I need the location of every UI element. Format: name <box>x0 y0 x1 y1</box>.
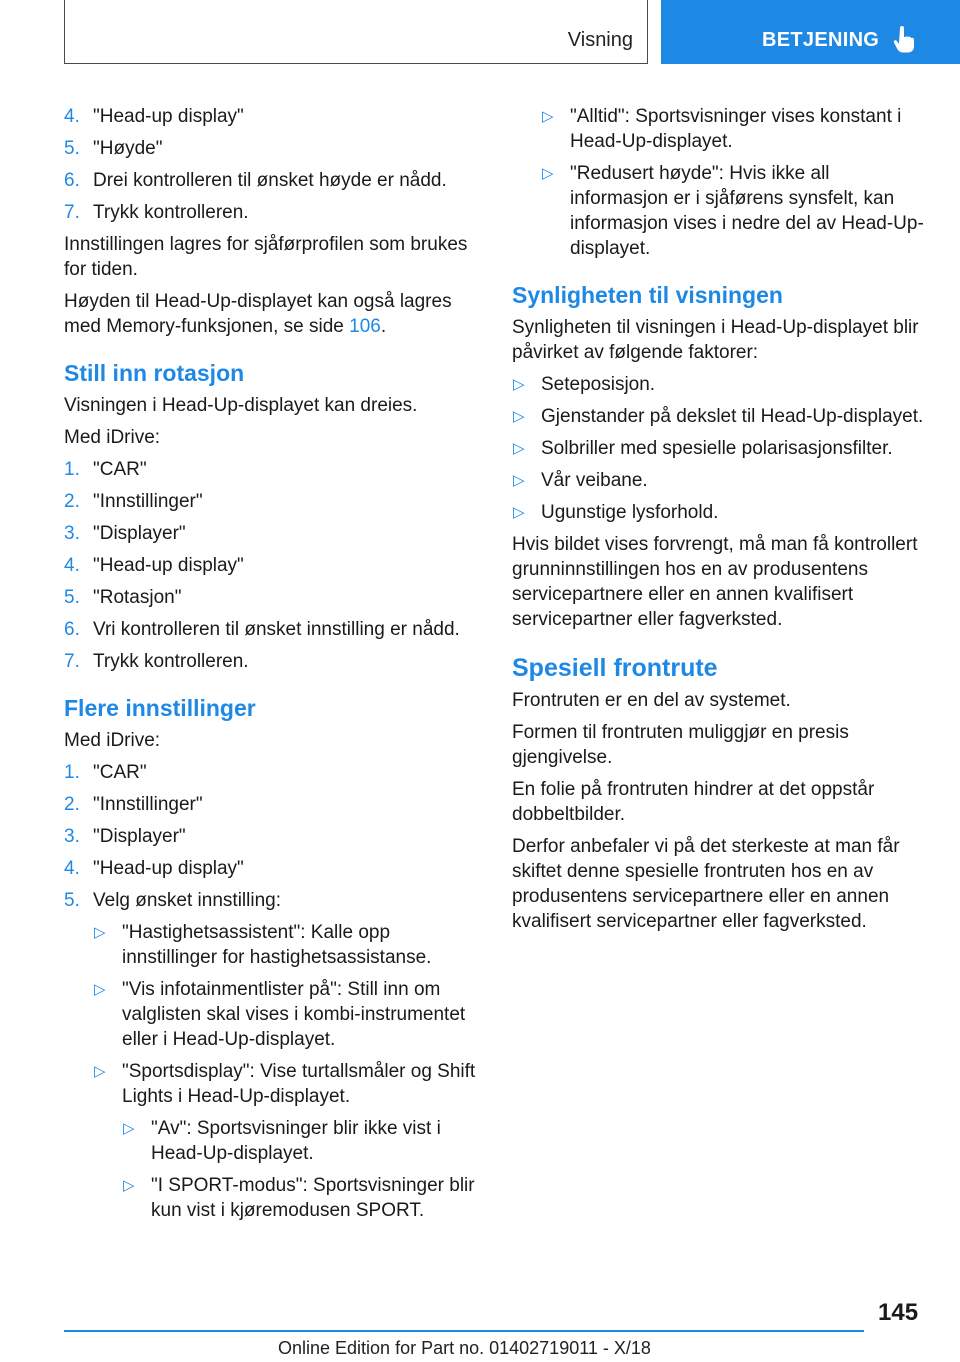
page-number: 145 <box>878 1299 919 1326</box>
sport-display-options <box>122 1116 480 1223</box>
bullet-item <box>122 1173 480 1223</box>
paragraph: Med iDrive: <box>64 730 161 751</box>
list-item <box>64 200 480 225</box>
visibility-factors-list <box>512 372 928 525</box>
list-item <box>64 457 480 482</box>
left-column <box>64 104 480 1230</box>
step-number: 1. <box>64 762 80 783</box>
rotation-steps-list <box>64 457 480 674</box>
bullet-item <box>93 920 480 970</box>
paragraph-memory <box>64 289 480 339</box>
step-text: "Head-up display" <box>93 106 244 127</box>
bullet-item <box>512 372 928 397</box>
header-chapter-tab <box>661 0 960 64</box>
section-title: Visning <box>567 29 633 51</box>
step-text: Drei kontrolleren til ønsket høyde er nådd. <box>93 170 447 191</box>
bullet-item <box>512 404 928 429</box>
heading-special-windshield: Spesiell frontrute <box>512 654 718 682</box>
bullet-text: "Hastighetsassistent": Kalle opp innstillinger for hastighetsassistanse. <box>122 922 432 968</box>
bullet-text: "Sportsdisplay": Vise turtallsmåler og Shift Lights i Head-Up-displayet. <box>122 1061 476 1107</box>
list-item <box>64 617 480 642</box>
bullet-triangle-icon: ▷ <box>513 504 525 521</box>
bullet-triangle-icon: ▷ <box>542 108 554 125</box>
more-settings-list <box>64 760 480 1223</box>
step-text: "Høyde" <box>93 138 163 159</box>
bullet-text: "Alltid": Sportsvisninger vises konstant i Head-Up-displayet. <box>570 106 902 152</box>
step-text: "Rotasjon" <box>93 587 182 608</box>
list-item <box>64 168 480 193</box>
bullet-text: Vår veibane. <box>541 470 648 491</box>
settings-bullet-list <box>93 920 480 1223</box>
list-item <box>64 856 480 881</box>
paragraph-text: Høyden til Head-Up-displayet kan også lagres med Memory-funksjonen, se side <box>64 291 452 337</box>
bullet-text: Seteposisjon. <box>541 374 656 395</box>
step-number: 1. <box>64 459 80 480</box>
step-text: "Innstillinger" <box>93 794 203 815</box>
step-number: 6. <box>64 619 80 640</box>
right-column <box>512 104 928 941</box>
list-item <box>64 888 480 1223</box>
heading-rotation: Still inn rotasjon <box>64 360 245 386</box>
step-text: Trykk kontrolleren. <box>93 202 249 223</box>
step-text: "CAR" <box>93 459 147 480</box>
list-item <box>64 489 480 514</box>
list-item <box>64 585 480 610</box>
height-steps-list <box>64 104 480 225</box>
bullet-item <box>122 1116 480 1166</box>
bullet-item <box>541 104 928 154</box>
step-text: Trykk kontrolleren. <box>93 651 249 672</box>
page-link[interactable]: 106 <box>349 316 381 337</box>
bullet-item <box>512 500 928 525</box>
heading-visibility: Synligheten til visningen <box>512 282 783 308</box>
list-item <box>64 792 480 817</box>
bullet-item <box>541 161 928 261</box>
step-number: 5. <box>64 138 80 159</box>
step-text: "CAR" <box>93 762 147 783</box>
paragraph: Innstillingen lagres for sjåførprofilen som brukes for tiden. <box>64 234 468 280</box>
step-number: 5. <box>64 890 80 911</box>
list-item <box>64 104 480 129</box>
step-number: 4. <box>64 555 80 576</box>
bullet-triangle-icon: ▷ <box>94 1063 106 1080</box>
bullet-text: Solbriller med spesielle polarisasjonsfilter. <box>541 438 893 459</box>
step-text: "Head-up display" <box>93 858 244 879</box>
list-item <box>64 136 480 161</box>
footer-divider <box>64 1330 864 1332</box>
step-text: Velg ønsket innstilling: <box>93 890 281 911</box>
chapter-title: BETJENING <box>762 29 880 51</box>
step-number: 2. <box>64 491 80 512</box>
paragraph: Frontruten er en del av systemet. <box>512 690 791 711</box>
paragraph: Med iDrive: <box>64 427 161 448</box>
bullet-triangle-icon: ▷ <box>513 440 525 457</box>
list-item <box>64 824 480 849</box>
bullet-text: Gjenstander på dekslet til Head-Up-displayet. <box>541 406 924 427</box>
step-text: "Head-up display" <box>93 555 244 576</box>
bullet-triangle-icon: ▷ <box>513 376 525 393</box>
bullet-triangle-icon: ▷ <box>94 924 106 941</box>
bullet-text: "Redusert høyde": Hvis ikke all informasjon er i sjåførens synsfelt, kan informasjon vises i nedre del av Head-Up-displayet. <box>570 163 924 259</box>
step-number: 3. <box>64 826 80 847</box>
pointing-hand-icon <box>893 26 915 54</box>
step-number: 3. <box>64 523 80 544</box>
list-item <box>64 760 480 785</box>
bullet-item <box>512 468 928 493</box>
step-number: 6. <box>64 170 80 191</box>
step-number: 7. <box>64 202 80 223</box>
list-item <box>64 521 480 546</box>
bullet-triangle-icon: ▷ <box>123 1120 135 1137</box>
bullet-triangle-icon: ▷ <box>123 1177 135 1194</box>
bullet-item <box>512 436 928 461</box>
step-text: "Displayer" <box>93 826 186 847</box>
paragraph: Derfor anbefaler vi på det sterkeste at man får skiftet denne spesielle frontruten hos en av produsentens servicepartnere eller en annen kvalifisert servicepartner eller fagverksted. <box>512 836 900 932</box>
paragraph: Synligheten til visningen i Head-Up-displayet blir påvirket av følgende faktorer: <box>512 317 919 363</box>
step-number: 4. <box>64 106 80 127</box>
step-text: "Innstillinger" <box>93 491 203 512</box>
paragraph: Formen til frontruten muliggjør en presis gjengivelse. <box>512 722 849 768</box>
list-item <box>64 649 480 674</box>
heading-more-settings: Flere innstillinger <box>64 695 256 721</box>
bullet-triangle-icon: ▷ <box>513 472 525 489</box>
header-section-tab <box>64 0 648 64</box>
bullet-triangle-icon: ▷ <box>542 165 554 182</box>
bullet-triangle-icon: ▷ <box>94 981 106 998</box>
step-text: Vri kontrolleren til ønsket innstilling er nådd. <box>93 619 460 640</box>
step-number: 4. <box>64 858 80 879</box>
paragraph: Visningen i Head-Up-displayet kan dreies. <box>64 395 418 416</box>
step-number: 5. <box>64 587 80 608</box>
bullet-item <box>93 977 480 1052</box>
bullet-item <box>93 1059 480 1223</box>
paragraph: Hvis bildet vises forvrengt, må man få kontrollert grunninnstillingen hos en av produsentens servicepartnere eller en annen kvalifisert servicepartner eller fagverksted. <box>512 534 918 630</box>
bullet-text: "Av": Sportsvisninger blir ikke vist i Head-Up-displayet. <box>151 1118 441 1164</box>
sport-display-options-continued <box>512 104 928 261</box>
step-number: 7. <box>64 651 80 672</box>
bullet-text: "I SPORT-modus": Sportsvisninger blir kun vist i kjøremodusen SPORT. <box>151 1175 475 1221</box>
list-item <box>64 553 480 578</box>
paragraph-end: . <box>380 316 387 337</box>
bullet-text: "Vis infotainmentlister på": Still inn om valglisten skal vises i kombi-instrumentet eller i Head-Up-displayet. <box>122 979 466 1050</box>
step-text: "Displayer" <box>93 523 186 544</box>
bullet-text: Ugunstige lysforhold. <box>541 502 719 523</box>
footer-edition-text: Online Edition for Part no. 01402719011 - X/18 <box>278 1338 651 1358</box>
bullet-triangle-icon: ▷ <box>513 408 525 425</box>
paragraph: En folie på frontruten hindrer at det oppstår dobbeltbilder. <box>512 779 875 825</box>
step-number: 2. <box>64 794 80 815</box>
